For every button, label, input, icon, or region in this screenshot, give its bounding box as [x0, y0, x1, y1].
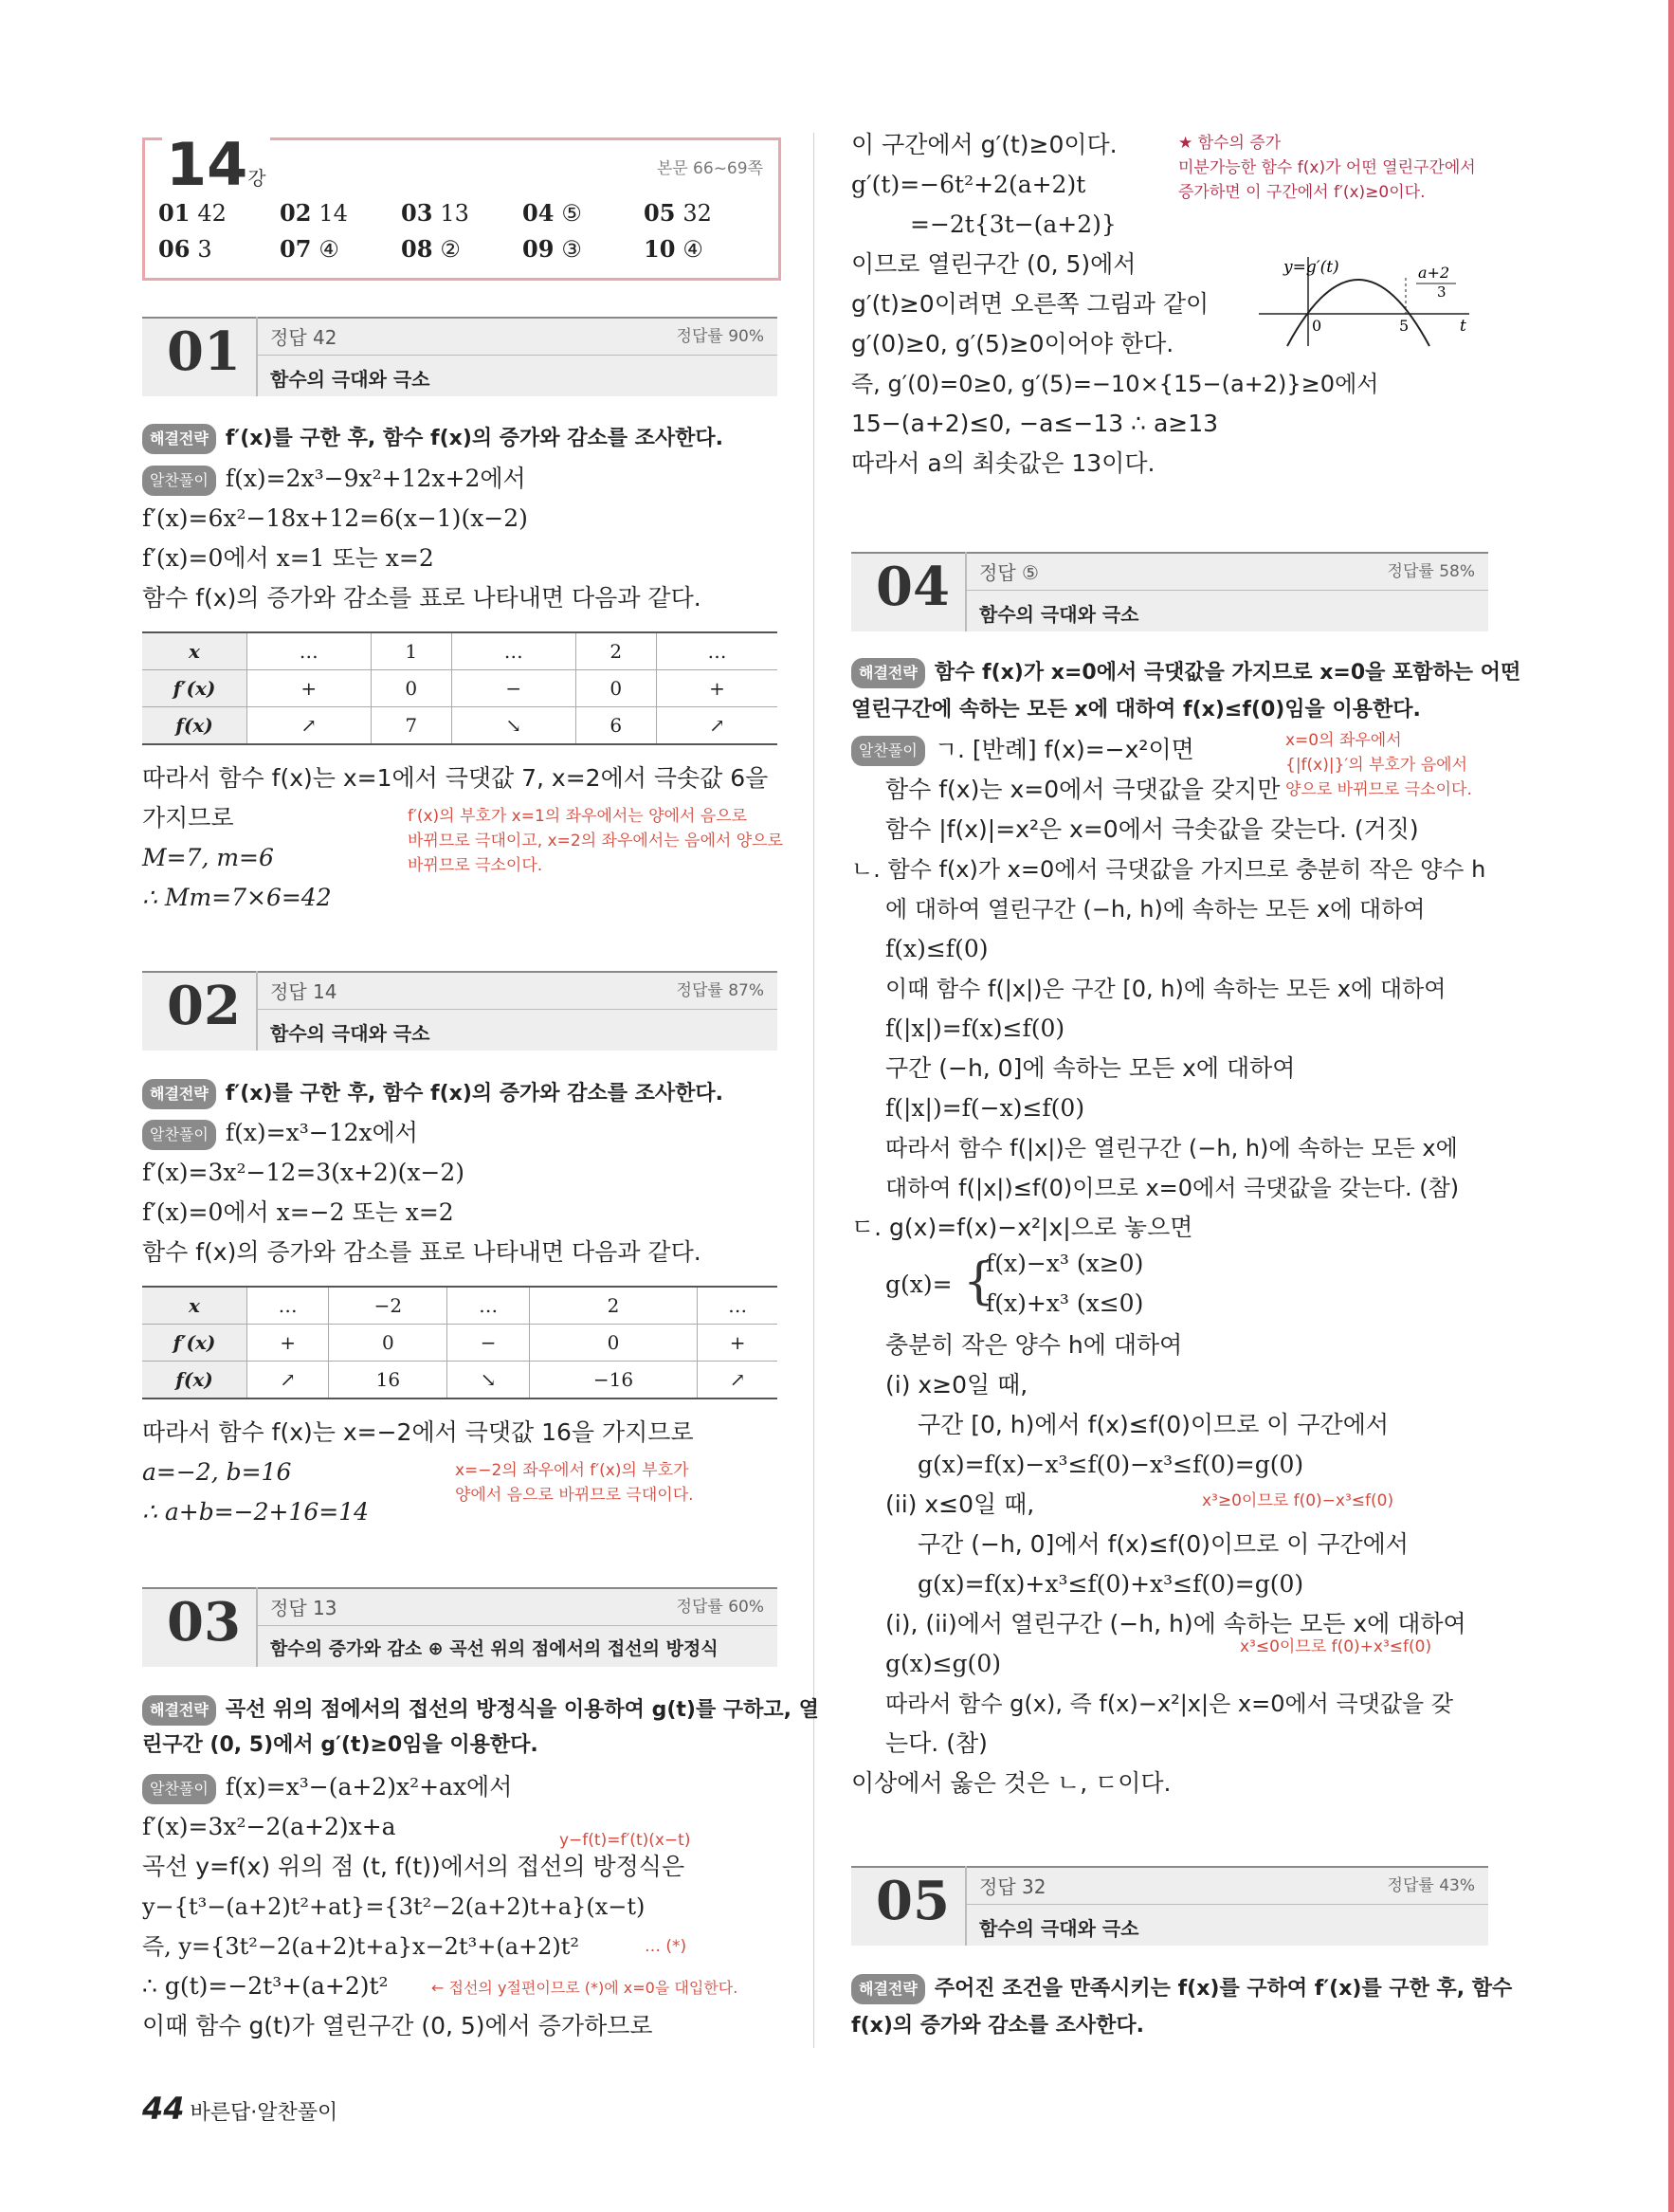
problem-number: 04 [876, 556, 950, 618]
solution-line: ∴ g(t)=−2t³+(a+2)t² [142, 1972, 389, 2000]
strategy-line: 열린구간에 속하는 모든 x에 대하여 f(x)≤f(0)임을 이용한다. [851, 698, 1421, 722]
solution-line: f(|x|)=f(−x)≤f(0) [885, 1094, 1085, 1122]
answer-cell: 05 32 [644, 198, 712, 227]
solution-line: 가지므로 [142, 804, 234, 832]
solution-line: 곡선 y=f(x) 위의 점 (t, f(t))에서의 접선의 방정식은 [142, 1853, 685, 1880]
solution-line: f′(x)=3x²−2(a+2)x+a [142, 1813, 396, 1840]
strategy-line: 린구간 (0, 5)에서 g′(t)≥0임을 이용한다. [142, 1733, 538, 1757]
solution-line: =−2t{3t−(a+2)} [910, 210, 1117, 238]
answer-cell: 09 ③ [522, 234, 582, 263]
solution-line: 따라서 a의 최솟값은 13이다. [851, 449, 1155, 477]
answer-cell: 08 ② [401, 234, 461, 263]
graph-origin-label: 0 [1312, 317, 1322, 335]
solution-line: 함수 f(x)는 x=0에서 극댓값을 갖지만 [885, 776, 1281, 803]
solution-line: 따라서 함수 g(x), 즉 f(x)−x²|x|은 x=0에서 극댓값을 갖 [885, 1691, 1454, 1717]
solution-line: g(x)≤g(0) [885, 1650, 1001, 1677]
solution-line: y−{t³−(a+2)t²+at}={3t²−2(a+2)t+a}(x−t) [142, 1893, 646, 1920]
answer-cell: 03 13 [401, 198, 469, 227]
solution-line: 즉, y={3t²−2(a+2)t+a}x−2t³+(a+2)t² [142, 1933, 580, 1960]
margin-note: ← 접선의 y절편이므로 (*)에 x=0을 대입한다. [431, 1979, 738, 1997]
strategy-line: 해결전략 곡선 위의 점에서의 접선의 방정식을 이용하여 g(t)를 구하고, 열 [142, 1695, 819, 1726]
solution-line: 충분히 작은 양수 h에 대하여 [885, 1331, 1183, 1359]
answer-cell: 07 ④ [280, 234, 339, 263]
graph-curve-label: y=g′(t) [1283, 258, 1339, 277]
solution-line: 이 구간에서 g′(t)≥0이다. [851, 131, 1118, 158]
problem-04-header [851, 552, 1488, 631]
problem-number: 02 [167, 975, 241, 1037]
margin-note: x³≥0이므로 f(0)−x³≤f(0) [1202, 1491, 1394, 1510]
strategy-line: 해결전략 함수 f(x)가 x=0에서 극댓값을 가지므로 x=0을 포함하는 어떤 [851, 658, 1520, 688]
correct-rate: 정답률 43% [1387, 1876, 1475, 1895]
graph-axis-t: t [1460, 317, 1466, 336]
solution-line: ㄴ. 함수 f(x)가 x=0에서 극댓값을 가지므로 충분히 작은 양수 h [851, 856, 1486, 883]
solution-line: 에 대하여 열린구간 (−h, h)에 속하는 모든 x에 대하여 [885, 896, 1426, 923]
topic-label: 함수의 극대와 극소 [270, 368, 430, 391]
answer-grid [158, 194, 765, 266]
solution-line: g′(t)≥0이려면 오른쪽 그림과 같이 [851, 290, 1210, 318]
solution-line: f′(x)=3x²−12=3(x+2)(x−2) [142, 1159, 465, 1186]
graph-tick-5: 5 [1399, 317, 1410, 335]
solution-line: 따라서 함수 f(x)는 x=1에서 극댓값 7, x=2에서 극솟값 6을 [142, 764, 769, 792]
answer-cell: 01 42 [158, 198, 227, 227]
solution-line: 이때 함수 f(|x|)은 구간 [0, h)에 속하는 모든 x에 대하여 [885, 976, 1447, 1002]
problem-number: 03 [167, 1591, 241, 1654]
concept-note: ★ 함수의 증가 미분가능한 함수 f(x)가 어떤 열린구간에서 증가하면 이 구간에서 f′(x)≥0이다. [1178, 134, 1476, 202]
solution-line: (i), (ii)에서 열린구간 (−h, h)에 속하는 모든 x에 대하여 [885, 1610, 1466, 1637]
strategy-line: f(x)의 증가와 감소를 조사한다. [851, 2014, 1144, 2038]
equation-tag: … (*) [645, 1937, 687, 1956]
solution-line: a=−2, b=16 [142, 1458, 292, 1486]
solution-line: (i) x≥0일 때, [885, 1371, 1028, 1398]
chapter-answer-box [142, 130, 781, 281]
answer-label: 정답 13 [270, 1597, 337, 1619]
solution-line: 이때 함수 g(t)가 열린구간 (0, 5)에서 증가하므로 [142, 2012, 653, 2039]
answer-cell: 04 ⑤ [522, 198, 582, 227]
column-divider [813, 133, 814, 2048]
chapter-number: 14강 [162, 130, 270, 199]
solution-line: 따라서 함수 f(x)는 x=−2에서 극댓값 16을 가지므로 [142, 1418, 694, 1446]
solution-line: g′(t)=−6t²+2(a+2)t [851, 171, 1086, 198]
piecewise-label: g(x)= [885, 1271, 953, 1298]
strategy-line: 해결전략 f′(x)를 구한 후, 함수 f(x)의 증가와 감소를 조사한다. [142, 424, 723, 454]
piecewise-case: f(x)+x³ (x≤0) [986, 1289, 1144, 1317]
margin-note: x³≤0이므로 f(0)+x³≤f(0) [1240, 1637, 1432, 1656]
sign-table: x … −2 … 2 … f′(x) + 0 − 0 + f(x) ↗ 16 ↘ −16 ↗ [142, 1286, 777, 1399]
solution-line: 구간 (−h, 0]에서 f(x)≤f(0)이므로 이 구간에서 [918, 1530, 1409, 1558]
solution-line: 이상에서 옳은 것은 ㄴ, ㄷ이다. [851, 1769, 1172, 1797]
solution-line: 함수 f(x)의 증가와 감소를 표로 나타내면 다음과 같다. [142, 584, 701, 612]
solution-line: 함수 f(x)의 증가와 감소를 표로 나타내면 다음과 같다. [142, 1238, 701, 1266]
correct-rate: 정답률 87% [676, 981, 764, 1000]
solution-line: g(x)=f(x)+x³≤f(0)+x³≤f(0)=g(0) [918, 1570, 1304, 1598]
solution-line: ∴ Mm=7×6=42 [142, 884, 332, 911]
solution-line: 대하여 f(|x|)≤f(0)이므로 x=0에서 극댓값을 갖는다. (참) [885, 1175, 1460, 1201]
solution-line: g(x)=f(x)−x³≤f(0)−x³≤f(0)=g(0) [918, 1451, 1304, 1478]
solution-line: 는다. (참) [885, 1729, 988, 1757]
solution-line: (ii) x≤0일 때, [885, 1490, 1035, 1518]
solution-line: 15−(a+2)≤0, −a≤−13 ∴ a≥13 [851, 410, 1219, 437]
topic-label: 함수의 극대와 극소 [979, 603, 1139, 626]
page-number: 44 [142, 2091, 185, 2127]
piecewise-case: f(x)−x³ (x≥0) [986, 1250, 1144, 1277]
solution-line: 알찬풀이 f(x)=x³−(a+2)x²+ax에서 [142, 1773, 512, 1804]
solution-line: 함수 |f(x)|=x²은 x=0에서 극솟값을 갖는다. (거짓) [885, 815, 1419, 843]
problem-number: 05 [876, 1870, 950, 1932]
answer-cell: 06 3 [158, 234, 212, 263]
graph-vertex-label: a+2 [1418, 264, 1450, 282]
problem-05-header [851, 1866, 1488, 1946]
answer-cell: 10 ④ [644, 234, 703, 263]
sign-table: x … 1 … 2 … f′(x) + 0 − 0 + f(x) ↗ 7 ↘ 6 ↗ [142, 631, 777, 745]
solution-line: f′(x)=0에서 x=1 또는 x=2 [142, 544, 434, 572]
answer-label: 정답 14 [270, 980, 337, 1003]
answer-label: 정답 42 [270, 326, 337, 349]
correct-rate: 정답률 90% [676, 327, 764, 346]
margin-note: f′(x)의 부호가 x=1의 좌우에서는 양에서 음으로 바뀌므로 극대이고, x=2의 좌우에서는 음에서 양으로 바뀌므로 극소이다. [408, 807, 783, 875]
topic-label: 함수의 증가와 감소 ⊕ 곡선 위의 점에서의 접선의 방정식 [270, 1638, 719, 1659]
answer-label: 정답 32 [979, 1875, 1046, 1898]
problem-03-header [142, 1587, 777, 1667]
solution-line: M=7, m=6 [142, 844, 274, 871]
solution-line: 알찬풀이 f(x)=2x³−9x²+12x+2에서 [142, 465, 526, 496]
topic-label: 함수의 극대와 극소 [270, 1022, 430, 1045]
margin-note: x=−2의 좌우에서 f′(x)의 부호가 양에서 음으로 바뀌므로 극대이다. [455, 1461, 694, 1505]
page-footer [142, 2091, 337, 2127]
answer-cell: 02 14 [280, 198, 348, 227]
solution-line: ㄷ. g(x)=f(x)−x²|x|으로 놓으면 [851, 1214, 1193, 1241]
solution-line: 알찬풀이 f(x)=x³−12x에서 [142, 1119, 418, 1150]
correct-rate: 정답률 58% [1387, 562, 1475, 581]
answer-row [158, 230, 765, 266]
page-edge-stripe [1668, 0, 1674, 2212]
answer-row [158, 194, 765, 230]
derivative-graph [1249, 251, 1477, 356]
solution-line: f(|x|)=f(x)≤f(0) [885, 1015, 1065, 1042]
strategy-line: 해결전략 주어진 조건을 만족시키는 f(x)를 구하여 f′(x)를 구한 후, 함수 [851, 1974, 1512, 2004]
margin-note: x=0의 좌우에서 {|f(x)|}′의 부호가 음에서 양으로 바뀌므로 극소이다. [1285, 731, 1472, 799]
brace-icon: { [963, 1253, 995, 1310]
solution-line: ∴ a+b=−2+16=14 [142, 1498, 370, 1526]
solution-line: 즉, g′(0)=0≥0, g′(5)=−10×{15−(a+2)}≥0에서 [851, 371, 1379, 397]
graph-vertex-den: 3 [1437, 283, 1447, 301]
star-icon: ★ [1178, 134, 1193, 153]
problem-02-header [142, 971, 777, 1051]
solution-line: f′(x)=6x²−18x+12=6(x−1)(x−2) [142, 504, 528, 532]
solution-line: 이므로 열린구간 (0, 5)에서 [851, 250, 1137, 278]
solution-line: 따라서 함수 f(|x|)은 열린구간 (−h, h)에 속하는 모든 x에 [885, 1135, 1458, 1161]
topic-label: 함수의 극대와 극소 [979, 1917, 1139, 1940]
solution-line: 구간 (−h, 0]에 속하는 모든 x에 대하여 [885, 1054, 1296, 1082]
correct-rate: 정답률 60% [676, 1598, 764, 1617]
solution-line: f′(x)=0에서 x=−2 또는 x=2 [142, 1198, 454, 1226]
problem-01-header [142, 317, 777, 396]
solution-line: f(x)≤f(0) [885, 935, 989, 962]
strategy-line: 해결전략 f′(x)를 구한 후, 함수 f(x)의 증가와 감소를 조사한다. [142, 1079, 723, 1109]
book-title: 바른답·알찬풀이 [190, 2101, 338, 2125]
margin-note: y−f(t)=f′(t)(x−t) [559, 1831, 691, 1850]
problem-number: 01 [167, 320, 241, 383]
solution-line: 알찬풀이 ㄱ. [반례] f(x)=−x²이면 [851, 736, 1194, 766]
chapter-page-ref: 본문 66~69쪽 [651, 155, 769, 178]
solution-line: g′(0)≥0, g′(5)≥0이어야 한다. [851, 330, 1174, 357]
answer-label: 정답 ⑤ [979, 561, 1039, 584]
solution-line: 구간 [0, h)에서 f(x)≤f(0)이므로 이 구간에서 [918, 1411, 1390, 1438]
